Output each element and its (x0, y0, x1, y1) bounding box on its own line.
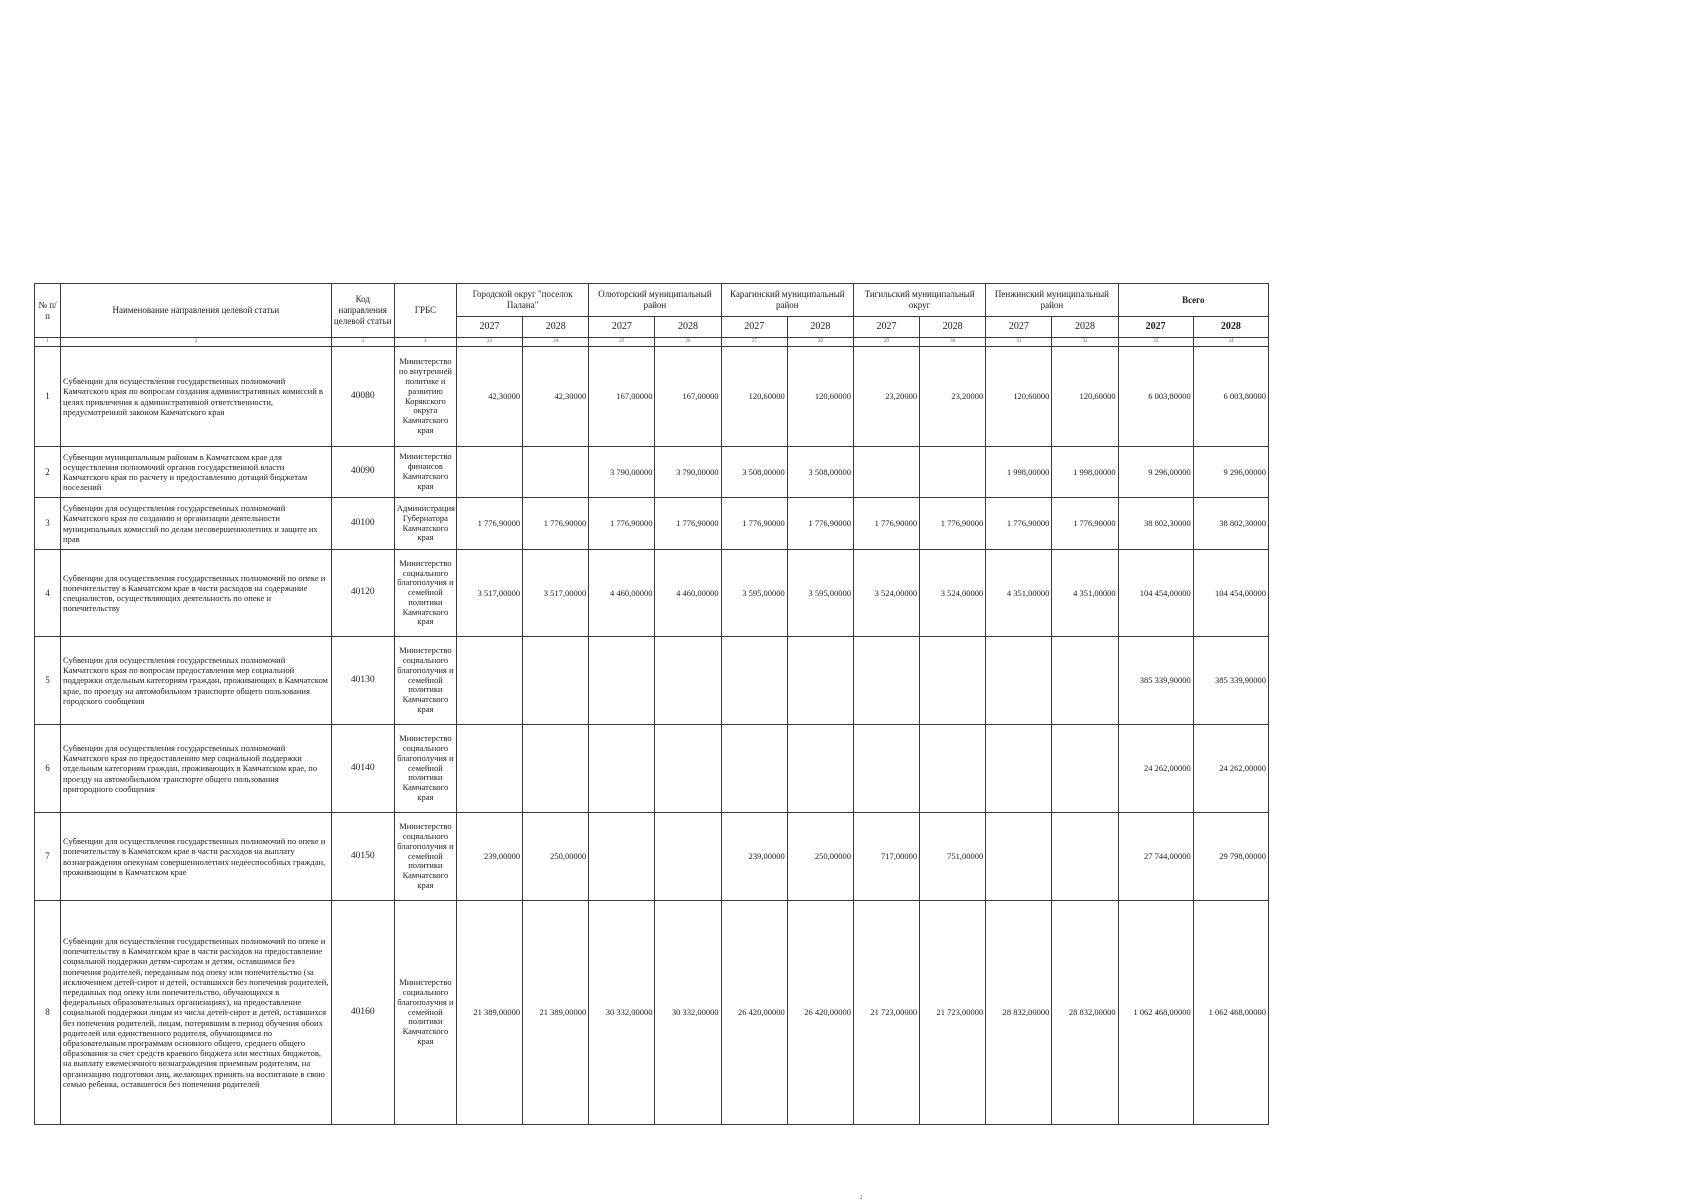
header-region: Пенжинский муниципальный район (986, 284, 1118, 317)
row-value: 4 460,00000 (655, 550, 721, 637)
row-value: 42,30000 (456, 347, 522, 447)
column-number: 4 (394, 338, 456, 347)
row-index: 6 (35, 725, 61, 813)
header-name: Наименование направления целевой статьи (61, 284, 332, 338)
row-index: 5 (35, 637, 61, 725)
column-number: 34 (1193, 338, 1268, 347)
row-name: Субвенции для осуществления государственных полномочий Камчатского края по вопросам предоставления мер социальной поддержки отдельным категориям граждан, проживающих в Камчатском крае, по проезду на автомобильном транспорте общего пользования городского сообщения (61, 637, 332, 725)
row-total-2027: 27 744,00000 (1118, 813, 1193, 901)
row-value (721, 637, 787, 725)
row-value (986, 637, 1052, 725)
row-value: 1 998,00000 (1052, 447, 1118, 498)
row-code: 40080 (331, 347, 394, 447)
row-value: 250,00000 (523, 813, 589, 901)
column-number: 30 (920, 338, 986, 347)
row-value (920, 637, 986, 725)
row-value (589, 813, 655, 901)
table-row (35, 813, 1269, 901)
row-index: 7 (35, 813, 61, 901)
row-value: 3 517,00000 (456, 550, 522, 637)
row-value: 28 832,00000 (986, 901, 1052, 1125)
row-value: 30 332,00000 (655, 901, 721, 1125)
row-grbs: Министерство социального благополучия и семейной политики Камчатского края (394, 901, 456, 1125)
row-value: 1 776,90000 (456, 498, 522, 550)
header-grbs: ГРБС (394, 284, 456, 338)
row-grbs: Министерство социального благополучия и семейной политики Камчатского края (394, 637, 456, 725)
header-year-total: 2028 (1193, 317, 1268, 338)
header-year: 2027 (721, 317, 787, 338)
table-row (35, 498, 1269, 550)
row-value: 239,00000 (456, 813, 522, 901)
header-year: 2027 (986, 317, 1052, 338)
table-row (35, 637, 1269, 725)
table-row (35, 447, 1269, 498)
row-value: 26 420,00000 (787, 901, 853, 1125)
row-value (1052, 637, 1118, 725)
row-value (589, 725, 655, 813)
table-row (35, 901, 1269, 1125)
row-total-2027: 385 339,90000 (1118, 637, 1193, 725)
row-value (986, 725, 1052, 813)
row-grbs: Министерство финансов Камчатского края (394, 447, 456, 498)
row-name: Субвенции для осуществления государственных полномочий Камчатского края по созданию и организации деятельности муниципальных комиссий по делам несовершеннолетних и защите их прав (61, 498, 332, 550)
header-year: 2028 (787, 317, 853, 338)
row-value: 1 776,90000 (853, 498, 919, 550)
column-number: 29 (853, 338, 919, 347)
row-value (986, 813, 1052, 901)
column-number: 28 (787, 338, 853, 347)
column-number: 2 (61, 338, 332, 347)
row-value (655, 637, 721, 725)
header-year: 2027 (589, 317, 655, 338)
row-value: 120,60000 (787, 347, 853, 447)
row-value: 239,00000 (721, 813, 787, 901)
row-index: 3 (35, 498, 61, 550)
row-value: 3 790,00000 (655, 447, 721, 498)
header-code: Код направления целевой статьи (331, 284, 394, 338)
row-value: 4 460,00000 (589, 550, 655, 637)
column-number: 32 (1052, 338, 1118, 347)
row-value (787, 637, 853, 725)
row-value: 21 389,00000 (456, 901, 522, 1125)
column-number: 31 (986, 338, 1052, 347)
row-value: 120,60000 (721, 347, 787, 447)
row-value (1052, 725, 1118, 813)
row-total-2028: 38 802,30000 (1193, 498, 1268, 550)
row-value: 1 776,90000 (523, 498, 589, 550)
row-value (523, 447, 589, 498)
row-value: 21 723,00000 (920, 901, 986, 1125)
row-value: 3 595,00000 (787, 550, 853, 637)
row-total-2028: 104 454,00000 (1193, 550, 1268, 637)
row-value: 3 595,00000 (721, 550, 787, 637)
row-total-2027: 1 062 468,00000 (1118, 901, 1193, 1125)
header-region: Городской округ "поселок Палана" (456, 284, 588, 317)
row-name: Субвенции для осуществления государственных полномочий по опеке и попечительству в Камчатском крае в части расходов на содержание специалистов, осуществляющих деятельность по опеке и попечительству (61, 550, 332, 637)
header-num: № п/п (35, 284, 61, 338)
column-number: 3 (331, 338, 394, 347)
row-total-2027: 6 003,80000 (1118, 347, 1193, 447)
row-code: 40090 (331, 447, 394, 498)
row-total-2028: 24 262,00000 (1193, 725, 1268, 813)
row-grbs: Министерство социального благополучия и семейной политики Камчатского края (394, 813, 456, 901)
table-row (35, 725, 1269, 813)
row-index: 8 (35, 901, 61, 1125)
row-value (655, 725, 721, 813)
row-value: 21 389,00000 (523, 901, 589, 1125)
row-value (853, 637, 919, 725)
row-index: 1 (35, 347, 61, 447)
row-code: 40140 (331, 725, 394, 813)
row-value (655, 813, 721, 901)
row-value: 120,60000 (986, 347, 1052, 447)
row-name: Субвенции для осуществления государственных полномочий по опеке и попечительству в Камчатском крае в части расходов на предоставление социальной поддержки детям-сиротам и детям, оставшимся без попечения родителей, переданным под опеку или попечительство (за исключением детей-сирот и детей, оставшихся без попечения родителей, переданных под опеку или попечительство, обучающихся в федеральных образовательных организациях), на предоставление социальной поддержки лицам из числа детей-сирот и детей, оставшихся без попечения родителей, лицам, потерявшим в период обучения обоих родителей или единственного родителя, обучающимся по образовательным программам основного общего, среднего общего образования за счет средств краевого бюджета или местных бюджетов, на выплату ежемесячного вознаграждения приемным родителям, на организацию подготовки лиц, желающих принять на воспитание в свою семью ребенка, оставшегося без попечения родителей (61, 901, 332, 1125)
row-code: 40120 (331, 550, 394, 637)
row-value (853, 725, 919, 813)
row-value (920, 447, 986, 498)
row-value: 3 508,00000 (787, 447, 853, 498)
row-value (853, 447, 919, 498)
row-total-2028: 6 003,80000 (1193, 347, 1268, 447)
row-value: 4 351,00000 (1052, 550, 1118, 637)
row-total-2028: 1 062 468,00000 (1193, 901, 1268, 1125)
column-number: 25 (589, 338, 655, 347)
row-value (787, 725, 853, 813)
row-name: Субвенции для осуществления государственных полномочий Камчатского края по вопросам создания административных комиссий в целях привлечения к административной ответственности, предусмотренной законом Камчатского края (61, 347, 332, 447)
row-total-2028: 385 339,90000 (1193, 637, 1268, 725)
column-number: 27 (721, 338, 787, 347)
table-body (35, 347, 1269, 1125)
row-value (589, 637, 655, 725)
row-grbs: Министерство социального благополучия и семейной политики Камчатского края (394, 725, 456, 813)
row-value: 3 524,00000 (853, 550, 919, 637)
row-value: 3 524,00000 (920, 550, 986, 637)
row-value: 21 723,00000 (853, 901, 919, 1125)
column-number: 26 (655, 338, 721, 347)
column-number-row (35, 338, 1269, 347)
row-value: 42,30000 (523, 347, 589, 447)
row-total-2028: 29 798,00000 (1193, 813, 1268, 901)
row-code: 40150 (331, 813, 394, 901)
row-value (523, 637, 589, 725)
row-value (456, 447, 522, 498)
header-year: 2028 (1052, 317, 1118, 338)
row-value: 23,20000 (920, 347, 986, 447)
column-number: 23 (456, 338, 522, 347)
row-value (721, 725, 787, 813)
column-number: 24 (523, 338, 589, 347)
row-value: 167,00000 (589, 347, 655, 447)
row-value (456, 725, 522, 813)
header-region: Тигильский муниципальный округ (853, 284, 985, 317)
row-index: 4 (35, 550, 61, 637)
row-value: 1 776,90000 (721, 498, 787, 550)
row-grbs: Министерство социального благополучия и семейной политики Камчатского края (394, 550, 456, 637)
row-name: Субвенции для осуществления государственных полномочий по опеке и попечительству в Камчатском крае в части расходов на выплату вознаграждения опекунам совершеннолетних недееспособных граждан, проживающим в Камчатском крае (61, 813, 332, 901)
column-number: 33 (1118, 338, 1193, 347)
row-code: 40130 (331, 637, 394, 725)
header-year: 2028 (920, 317, 986, 338)
row-value: 4 351,00000 (986, 550, 1052, 637)
row-value: 3 517,00000 (523, 550, 589, 637)
row-value: 1 776,90000 (655, 498, 721, 550)
row-total-2027: 24 262,00000 (1118, 725, 1193, 813)
row-total-2028: 9 296,00000 (1193, 447, 1268, 498)
row-total-2027: 38 802,30000 (1118, 498, 1193, 550)
row-code: 40100 (331, 498, 394, 550)
row-total-2027: 104 454,00000 (1118, 550, 1193, 637)
row-value (523, 725, 589, 813)
row-code: 40160 (331, 901, 394, 1125)
row-name: Субвенции для осуществления государственных полномочий Камчатского края по предоставлению мер социальной поддержки отдельным категориям граждан, проживающих в Камчатском крае, по проезду на автомобильном транспорте общего пользования пригородного сообщения (61, 725, 332, 813)
table-row (35, 550, 1269, 637)
row-value: 26 420,00000 (721, 901, 787, 1125)
row-value: 1 776,90000 (986, 498, 1052, 550)
row-index: 2 (35, 447, 61, 498)
header-year-total: 2027 (1118, 317, 1193, 338)
row-value: 167,00000 (655, 347, 721, 447)
header-year: 2027 (456, 317, 522, 338)
row-value: 120,60000 (1052, 347, 1118, 447)
row-grbs: Администрация Губернатора Камчатского края (394, 498, 456, 550)
column-number: 1 (35, 338, 61, 347)
row-value: 1 776,90000 (1052, 498, 1118, 550)
header-row (35, 284, 1269, 317)
row-value (456, 637, 522, 725)
row-value (1052, 813, 1118, 901)
header-year: 2028 (523, 317, 589, 338)
row-value: 717,00000 (853, 813, 919, 901)
row-value: 751,00000 (920, 813, 986, 901)
row-value: 28 832,00000 (1052, 901, 1118, 1125)
row-value: 3 790,00000 (589, 447, 655, 498)
row-grbs: Министерство по внутренней политике и развитию Корякского округа Камчатского края (394, 347, 456, 447)
row-value: 1 776,90000 (589, 498, 655, 550)
header-region: Олюторский муниципальный район (589, 284, 721, 317)
table-row (35, 347, 1269, 447)
row-value: 1 776,90000 (787, 498, 853, 550)
header-year: 2027 (853, 317, 919, 338)
budget-table (34, 283, 1269, 1125)
row-value: 23,20000 (853, 347, 919, 447)
row-value (920, 725, 986, 813)
header-region: Карагинский муниципальный район (721, 284, 853, 317)
header-year: 2028 (655, 317, 721, 338)
row-name: Субвенции муниципальным районам в Камчатском крае для осуществления полномочий органов государственной власти Камчатского края по расчету и предоставлению дотаций бюджетам поселений (61, 447, 332, 498)
row-total-2027: 9 296,00000 (1118, 447, 1193, 498)
row-value: 250,00000 (787, 813, 853, 901)
row-value: 3 508,00000 (721, 447, 787, 498)
row-value: 30 332,00000 (589, 901, 655, 1125)
page-number: 2 (860, 1196, 863, 1201)
row-value: 1 998,00000 (986, 447, 1052, 498)
row-value: 1 776,90000 (920, 498, 986, 550)
header-total: Всего (1118, 284, 1268, 317)
